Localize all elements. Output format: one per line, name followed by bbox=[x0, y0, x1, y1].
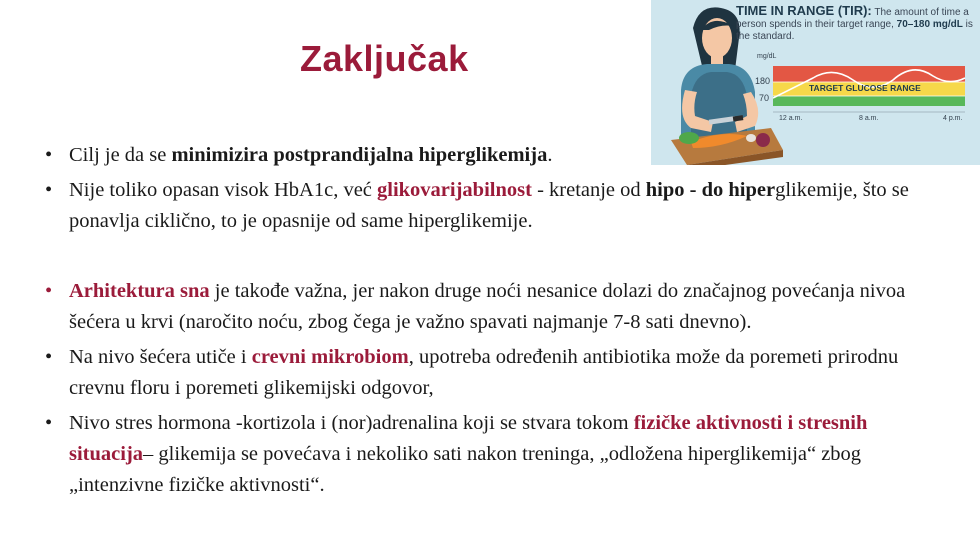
bullet-dot: • bbox=[45, 280, 53, 302]
text: Na nivo šećera utiče i bbox=[69, 346, 252, 368]
bullet-dot: • bbox=[45, 412, 53, 434]
target-range-label: TARGET GLUCOSE RANGE bbox=[809, 83, 921, 93]
text: , upotreba određenih antibiotika može da poremeti prirodnu crevnu floru i poremeti glikemijski odgovor, bbox=[69, 346, 899, 399]
x-label-12am: 12 a.m. bbox=[779, 115, 803, 122]
emphasis: fizičke aktivnosti i stresnih situacija bbox=[69, 412, 868, 465]
tir-range: 70–180 mg/dL bbox=[896, 19, 963, 30]
emphasis: minimizira postprandijalna hiperglikemija bbox=[171, 144, 548, 166]
bullet-item-stress-hormones bbox=[45, 408, 945, 501]
emphasis: hipo - do hiper bbox=[645, 179, 776, 201]
tir-standard: is the standard. bbox=[736, 19, 973, 42]
bullet-item-microbiome bbox=[45, 342, 945, 404]
text: . bbox=[547, 144, 553, 166]
x-label-8am: 8 a.m. bbox=[859, 115, 879, 122]
text: Cilj je da se bbox=[69, 144, 172, 166]
text: glikemije, što se ponavlja ciklično, to je opasnije od same hiperglikemije. bbox=[69, 179, 909, 232]
tir-description: The amount of time a person spends in their target range, bbox=[736, 7, 969, 30]
emphasis: Arhitektura sna bbox=[69, 280, 210, 302]
infographic-title bbox=[736, 5, 976, 43]
bullet-list bbox=[45, 140, 945, 501]
bullet-item-glycovariability bbox=[45, 175, 945, 237]
bullet-dot: • bbox=[45, 179, 53, 201]
bullet-item-sleep bbox=[45, 276, 945, 338]
unit-label: mg/dL bbox=[757, 53, 777, 60]
tir-heading: TIME IN RANGE (TIR): bbox=[736, 3, 872, 18]
emphasis: crevni mikrobiom bbox=[251, 346, 409, 368]
bullet-item-goal bbox=[45, 140, 945, 171]
text: - kretanje od bbox=[531, 179, 646, 201]
high-range-band bbox=[773, 66, 965, 82]
text: je takođe važna, jer nakon druge noći nesanice dolazi do značajnog povećanja nivoa šećera u krvi (naročito noću, zbog čega je važno spavati najmanje 7-8 sati dnevno). bbox=[69, 280, 906, 333]
slide-title: Zaključak bbox=[300, 38, 469, 79]
emphasis: glikovarijabilnost bbox=[377, 179, 532, 201]
bullet-dot: • bbox=[45, 346, 53, 368]
text: Nije toliko opasan visok HbA1c, već bbox=[69, 179, 378, 201]
x-label-4pm: 4 p.m. bbox=[943, 115, 963, 122]
text: Nivo stres hormona -kortizola i (nor)adrenalina koji se stvara tokom bbox=[69, 412, 634, 434]
bullet-dot: • bbox=[45, 144, 53, 166]
text: – glikemija se povećava i nekoliko sati nakon treninga, „odložena hiperglikemija“ zbog „intenzivne fizičke aktivnosti“. bbox=[69, 443, 862, 496]
y-label-180: 180 bbox=[755, 76, 771, 86]
y-label-70: 70 bbox=[759, 93, 770, 103]
low-range-band bbox=[773, 96, 965, 106]
